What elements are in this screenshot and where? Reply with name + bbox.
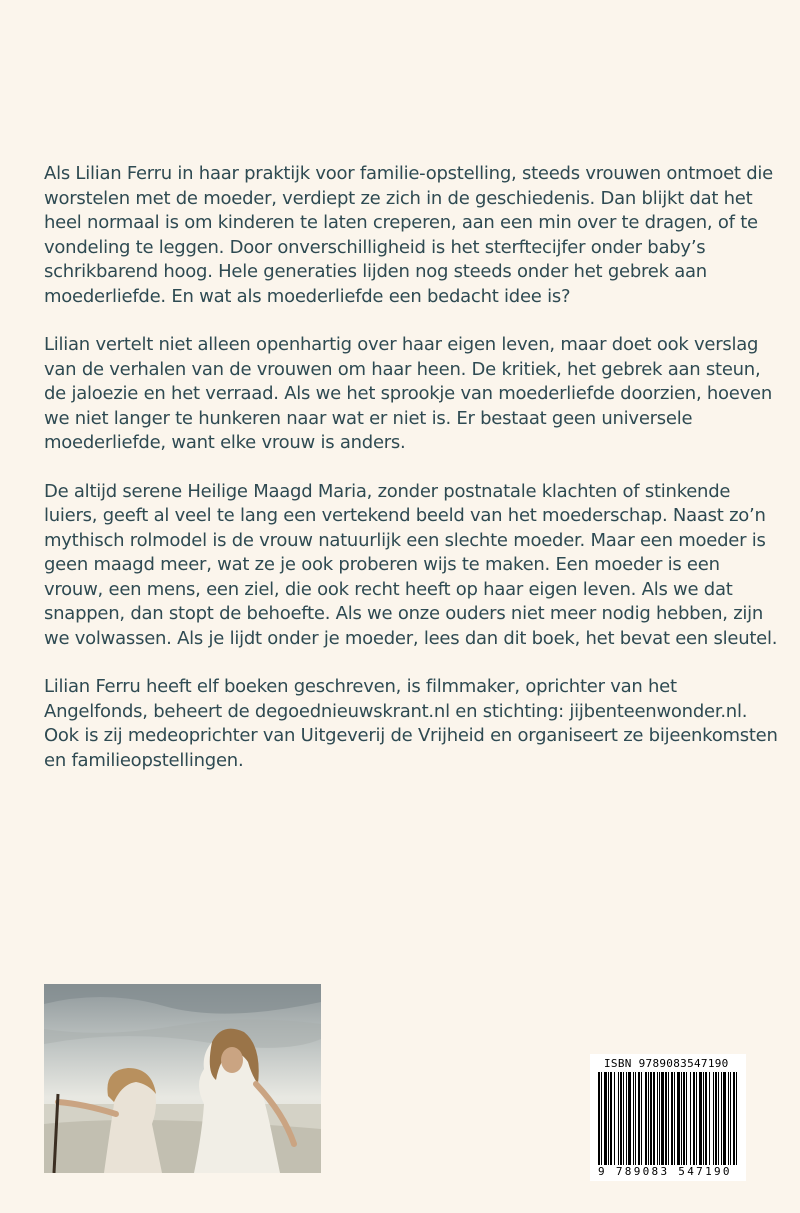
barcode-bar: [618, 1072, 619, 1172]
isbn-digits: 9 789083 547190: [598, 1165, 738, 1178]
barcode-bar: [728, 1072, 729, 1172]
barcode-bar: [718, 1072, 719, 1172]
barcode-bar: [730, 1072, 731, 1172]
barcode-bar: [648, 1072, 649, 1172]
barcode-bar: [608, 1072, 609, 1172]
barcode-bar: [693, 1072, 695, 1172]
barcode-bar: [671, 1072, 673, 1172]
barcode-bar: [598, 1072, 600, 1172]
barcode-bar: [645, 1072, 647, 1172]
barcode-bar: [661, 1072, 664, 1172]
barcode-bar: [686, 1072, 687, 1172]
blurb-paragraph-3: De altijd serene Heilige Maagd Maria, zonder postnatale klachten of stinkende luiers, geeft al veel te lang een vertekend beeld van het moederschap. Naast zo’n mythisch rolmodel is de vrouw natuurlijk een slechte moeder. Maar een moeder is geen maagd meer, wat ze je ook proberen wijs te maken. Een moeder is een vrouw, een mens, een ziel, die ook recht heeft op haar eigen leven. Als we dat snappen, dan stopt de behoefte. Als we onze ouders niet meer nodig hebben, zijn we volwassen. Als je lijdt onder je moeder, lees dan dit boek, het bevat een sleutel.: [44, 480, 778, 649]
author-photo: [44, 984, 321, 1173]
barcode-bar: [641, 1072, 642, 1172]
barcode-bar: [683, 1072, 685, 1172]
barcode-bar: [677, 1072, 680, 1172]
barcode-bar: [713, 1072, 714, 1172]
barcode-bar: [638, 1072, 640, 1172]
photo-illustration: [44, 984, 321, 1173]
blurb-paragraph-2: Lilian vertelt niet alleen openhartig over haar eigen leven, maar doet ook verslag van de verhalen van de vrouwen om haar heen. De kritiek, het gebrek aan steun, de jaloezie en het verraad. Als we het sprookje van moederliefde doorzien, hoeven we niet langer te hunkeren naar wat er niet is. Er bestaat geen universele moederliefde, want elke vrouw is anders.: [44, 334, 773, 453]
barcode-bar: [610, 1072, 612, 1172]
isbn-label: ISBN 9789083547190: [604, 1057, 729, 1070]
barcode-bar: [703, 1072, 704, 1172]
barcode-bar: [657, 1072, 658, 1172]
barcode-bar: [674, 1072, 675, 1172]
barcode-bar: [659, 1072, 660, 1172]
barcode-bar: [696, 1072, 697, 1172]
barcode-bar: [653, 1072, 655, 1172]
barcode-bar: [623, 1072, 624, 1172]
barcode-bar: [604, 1072, 607, 1172]
barcode-bar: [633, 1072, 634, 1172]
barcode-bar: [650, 1072, 652, 1172]
blurb-paragraph-4: Lilian Ferru heeft elf boeken geschreven, is filmmaker, oprichter van het Angelfonds, beheert de degoednieuwskrant.nl en stichting: jijbenteenwonder.nl. Ook is zij medeoprichter van Uitgeverij de Vrijheid en organiseert ze bijeenkomsten en familieopstellingen.: [44, 676, 778, 771]
barcode-bar: [733, 1072, 735, 1172]
barcode-bar: [715, 1072, 717, 1172]
barcode-bar: [628, 1072, 631, 1172]
isbn-barcode: [590, 1054, 746, 1181]
barcode-bar: [681, 1072, 682, 1172]
barcode-bars: [598, 1072, 738, 1172]
blurb-paragraph-1: Als Lilian Ferru in haar praktijk voor familie-opstelling, steeds vrouwen ontmoet die worstelen met de moeder, verdiept ze zich in de geschiedenis. Dan blijkt dat het heel normaal is om kinderen te laten creperen, aan een min over te dragen, of te vondeling te leggen. Door onverschilligheid is het sterftecijfer onder baby’s schrikbarend hoog. Hele generaties lijden nog steeds onder het gebrek aan moederliefde. En wat als moederliefde een bedacht idee is?: [44, 163, 773, 307]
barcode-bar: [635, 1072, 636, 1172]
barcode-bar: [601, 1072, 602, 1172]
barcode-bar: [699, 1072, 702, 1172]
barcode-bar: [723, 1072, 726, 1172]
barcode-bar: [626, 1072, 627, 1172]
barcode-bar: [690, 1072, 691, 1172]
barcode-bar: [614, 1072, 615, 1172]
barcode-bar: [668, 1072, 669, 1172]
barcode-bar: [705, 1072, 707, 1172]
barcode-bar: [665, 1072, 667, 1172]
barcode-bar: [721, 1072, 722, 1172]
barcode-bar: [736, 1072, 737, 1172]
barcode-bar: [620, 1072, 622, 1172]
barcode-bar: [709, 1072, 710, 1172]
back-cover-blurb: [44, 162, 784, 797]
